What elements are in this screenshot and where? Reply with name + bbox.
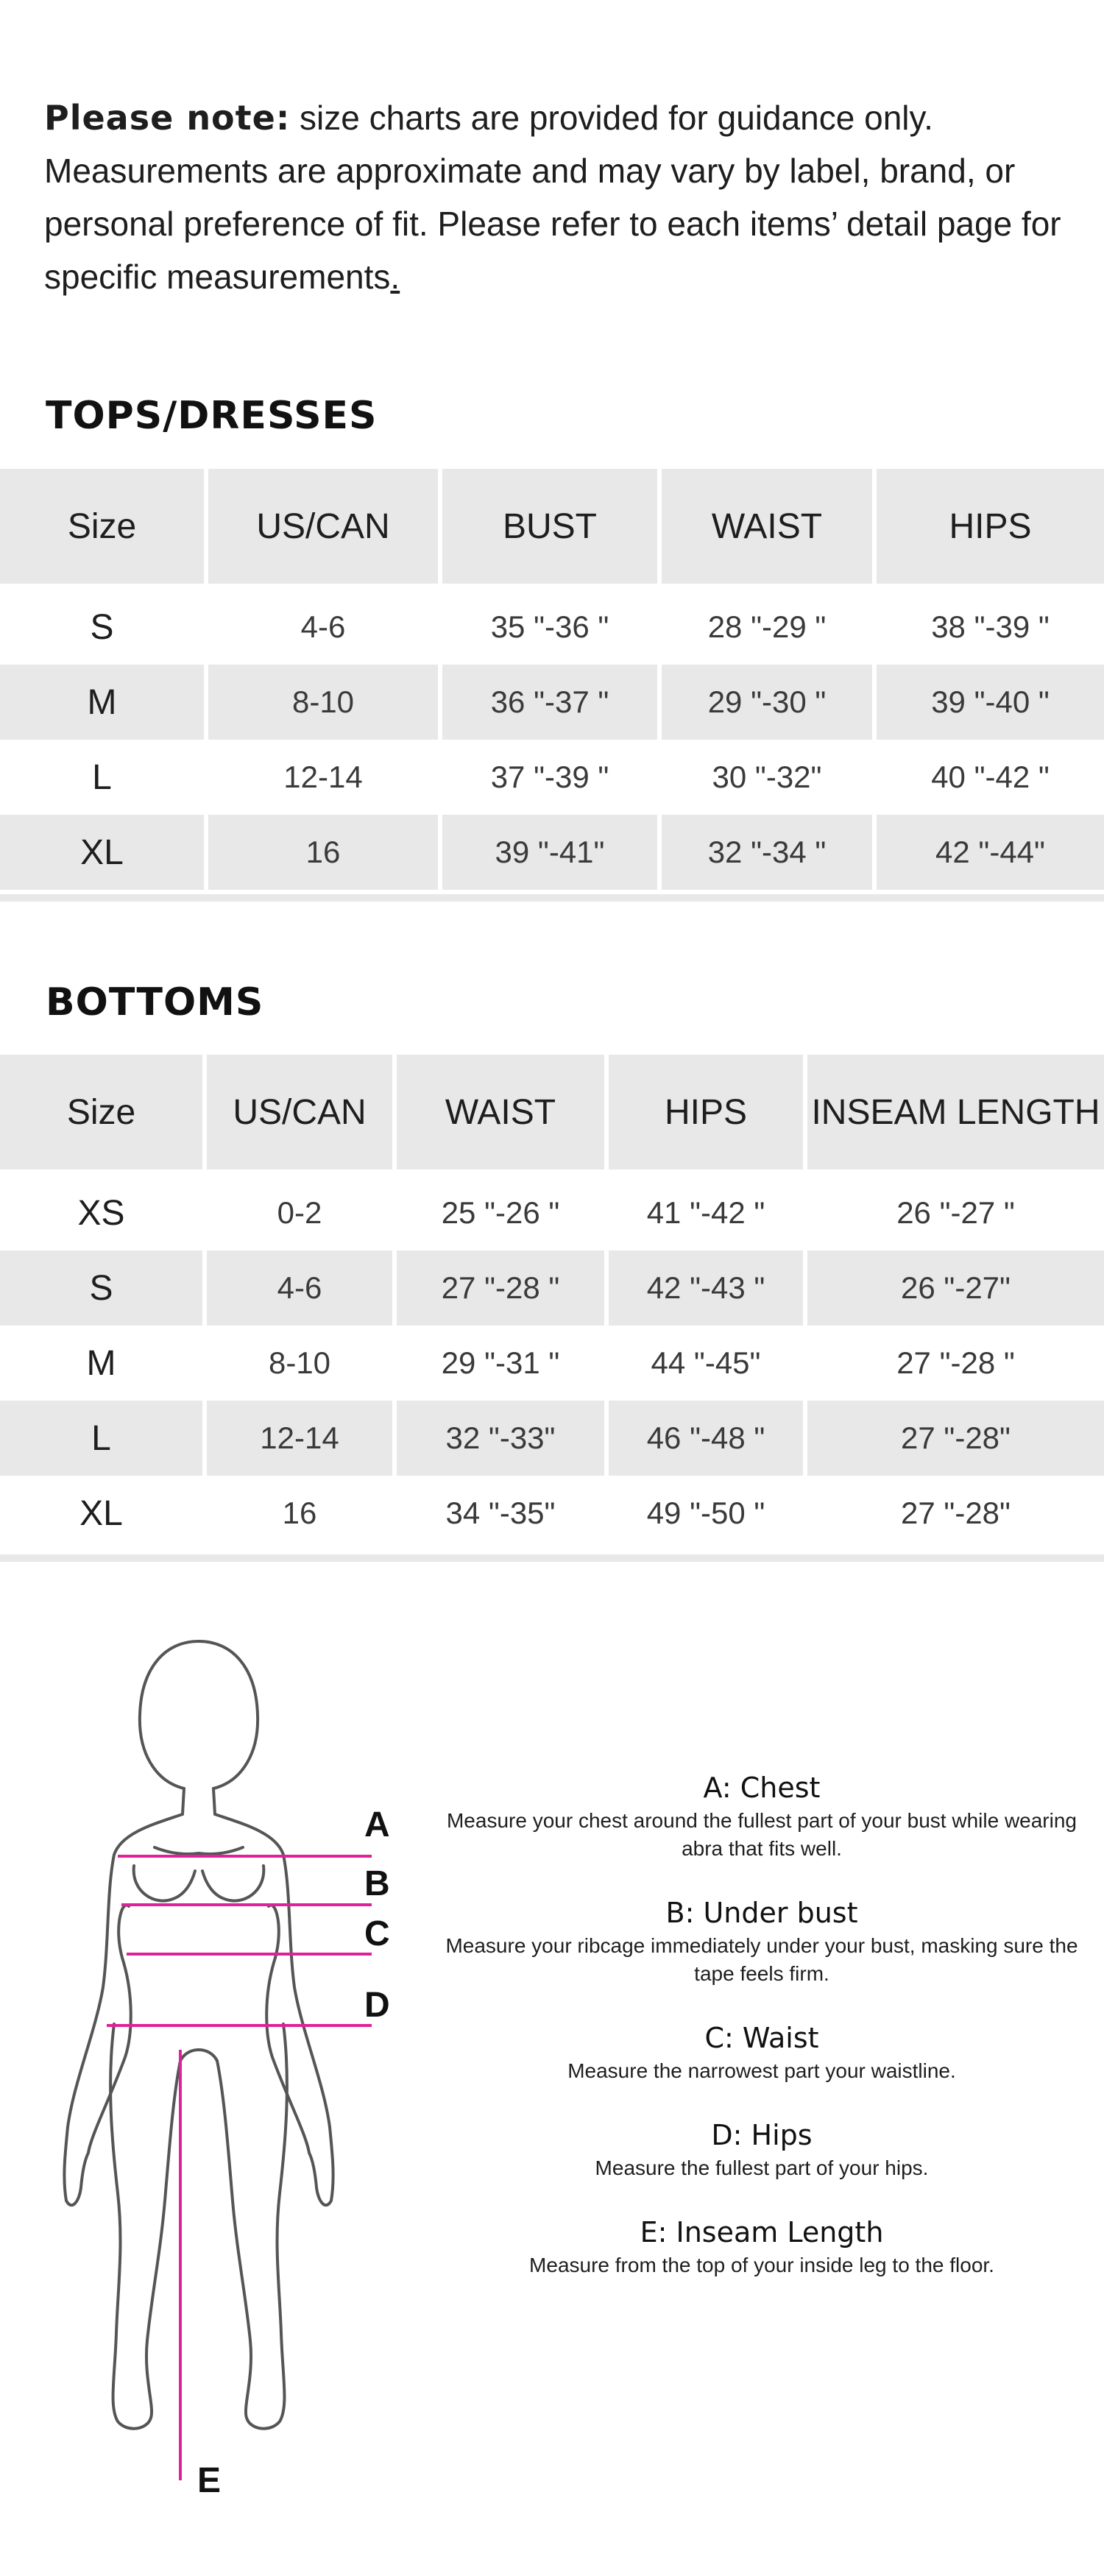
column-header: US/CAN bbox=[205, 1055, 394, 1172]
table-cell: XL bbox=[0, 815, 206, 890]
label-b: B bbox=[364, 1864, 390, 1903]
table-cell: 39 "-40 " bbox=[874, 665, 1104, 740]
table-cell: 12-14 bbox=[206, 740, 440, 815]
table-cell: 30 "-32" bbox=[659, 740, 874, 815]
label-a: A bbox=[364, 1805, 390, 1844]
guide-item-inseam bbox=[434, 2215, 1089, 2279]
table-cell: 36 "-37 " bbox=[440, 665, 659, 740]
table-cell: XL bbox=[0, 1476, 205, 1551]
table-row bbox=[0, 1172, 1104, 1250]
guide-title: A: Chest bbox=[703, 1772, 821, 1804]
table-cell: 0-2 bbox=[205, 1172, 394, 1250]
column-header: HIPS bbox=[606, 1055, 805, 1172]
label-c: C bbox=[364, 1914, 390, 1953]
table-divider bbox=[0, 1554, 1104, 1562]
table-cell: M bbox=[0, 665, 206, 740]
table-cell: 46 "-48 " bbox=[606, 1401, 805, 1476]
table-row bbox=[0, 815, 1104, 890]
table-cell: 29 "-30 " bbox=[659, 665, 874, 740]
table-row bbox=[0, 1326, 1104, 1401]
table-cell: 34 "-35" bbox=[394, 1476, 606, 1551]
table-cell: 49 "-50 " bbox=[606, 1476, 805, 1551]
note-text: size charts are provided for guidance only. Measurements are approximate and may vary by label, brand, or personal preference of fit. Please refer to each items’ detail page for specific measurements bbox=[44, 99, 1061, 296]
column-header: US/CAN bbox=[206, 469, 440, 587]
bottoms-size-table bbox=[0, 1055, 1104, 1551]
label-d: D bbox=[364, 1986, 390, 2025]
table-cell: 26 "-27" bbox=[805, 1250, 1104, 1326]
table-cell: 38 "-39 " bbox=[874, 587, 1104, 665]
bottoms-title: BOTTOMS bbox=[46, 980, 264, 1025]
column-header: BUST bbox=[440, 469, 659, 587]
table-cell: 12-14 bbox=[205, 1401, 394, 1476]
body-outline bbox=[64, 1641, 333, 2429]
tops-size-table bbox=[0, 469, 1104, 890]
table-cell: 28 "-29 " bbox=[659, 587, 874, 665]
column-header: HIPS bbox=[874, 469, 1104, 587]
table-cell: 16 bbox=[206, 815, 440, 890]
table-row bbox=[0, 740, 1104, 815]
table-cell: S bbox=[0, 587, 206, 665]
table-cell: 27 "-28" bbox=[805, 1476, 1104, 1551]
table-cell: 35 "-36 " bbox=[440, 587, 659, 665]
table-cell: 8-10 bbox=[205, 1326, 394, 1401]
table-cell: 4-6 bbox=[205, 1250, 394, 1326]
table-cell: 42 "-44" bbox=[874, 815, 1104, 890]
table-divider bbox=[0, 894, 1104, 902]
table-cell: 4-6 bbox=[206, 587, 440, 665]
table-cell: L bbox=[0, 1401, 205, 1476]
table-row bbox=[0, 587, 1104, 665]
column-header: Size bbox=[0, 469, 206, 587]
label-e: E bbox=[197, 2461, 222, 2495]
table-cell: 8-10 bbox=[206, 665, 440, 740]
table-cell: 25 "-26 " bbox=[394, 1172, 606, 1250]
guide-text: Measure your chest around the fullest part of your bust while wearing abra that fits well. bbox=[446, 1809, 1077, 1860]
table-header-row bbox=[0, 469, 1104, 587]
table-row bbox=[0, 1476, 1104, 1551]
table-cell: 27 "-28 " bbox=[394, 1250, 606, 1326]
table-cell: 16 bbox=[205, 1476, 394, 1551]
table-cell: XS bbox=[0, 1172, 205, 1250]
guide-title: D: Hips bbox=[711, 2119, 813, 2151]
table-cell: 32 "-33" bbox=[394, 1401, 606, 1476]
guide-title: C: Waist bbox=[704, 2022, 819, 2054]
tops-title: TOPS/DRESSES bbox=[46, 394, 378, 438]
table-cell: M bbox=[0, 1326, 205, 1401]
body-measurement-figure bbox=[44, 1612, 427, 2495]
note-label: Please note: bbox=[44, 98, 291, 138]
table-cell: 27 "-28" bbox=[805, 1401, 1104, 1476]
table-cell: 26 "-27 " bbox=[805, 1172, 1104, 1250]
table-row bbox=[0, 1250, 1104, 1326]
guide-title: B: Under bust bbox=[665, 1897, 858, 1929]
column-header: WAIST bbox=[659, 469, 874, 587]
note-period: . bbox=[390, 258, 400, 296]
guide-item-hips bbox=[434, 2117, 1089, 2182]
guide-item-waist bbox=[434, 2020, 1089, 2085]
guide-item-under-bust bbox=[434, 1895, 1089, 1988]
measurement-guide bbox=[434, 1770, 1089, 2312]
guide-title: E: Inseam Length bbox=[640, 2216, 884, 2248]
guide-text: Measure your ribcage immediately under your bust, masking sure the tape feels firm. bbox=[445, 1934, 1078, 1985]
table-cell: 44 "-45" bbox=[606, 1326, 805, 1401]
table-cell: 29 "-31 " bbox=[394, 1326, 606, 1401]
guide-text: Measure from the top of your inside leg to the floor. bbox=[529, 2254, 994, 2276]
guide-text: Measure the narrowest part your waistline. bbox=[567, 2059, 956, 2082]
column-header: WAIST bbox=[394, 1055, 606, 1172]
table-cell: 40 "-42 " bbox=[874, 740, 1104, 815]
guide-text: Measure the fullest part of your hips. bbox=[595, 2156, 929, 2179]
table-cell: S bbox=[0, 1250, 205, 1326]
table-row bbox=[0, 665, 1104, 740]
guide-item-chest bbox=[434, 1770, 1089, 1863]
table-cell: 42 "-43 " bbox=[606, 1250, 805, 1326]
table-cell: 32 "-34 " bbox=[659, 815, 874, 890]
column-header: INSEAM LENGTH bbox=[805, 1055, 1104, 1172]
table-cell: 39 "-41" bbox=[440, 815, 659, 890]
size-note bbox=[44, 91, 1075, 303]
column-header: Size bbox=[0, 1055, 205, 1172]
table-header-row bbox=[0, 1055, 1104, 1172]
table-cell: L bbox=[0, 740, 206, 815]
table-row bbox=[0, 1401, 1104, 1476]
table-cell: 37 "-39 " bbox=[440, 740, 659, 815]
table-cell: 41 "-42 " bbox=[606, 1172, 805, 1250]
table-cell: 27 "-28 " bbox=[805, 1326, 1104, 1401]
